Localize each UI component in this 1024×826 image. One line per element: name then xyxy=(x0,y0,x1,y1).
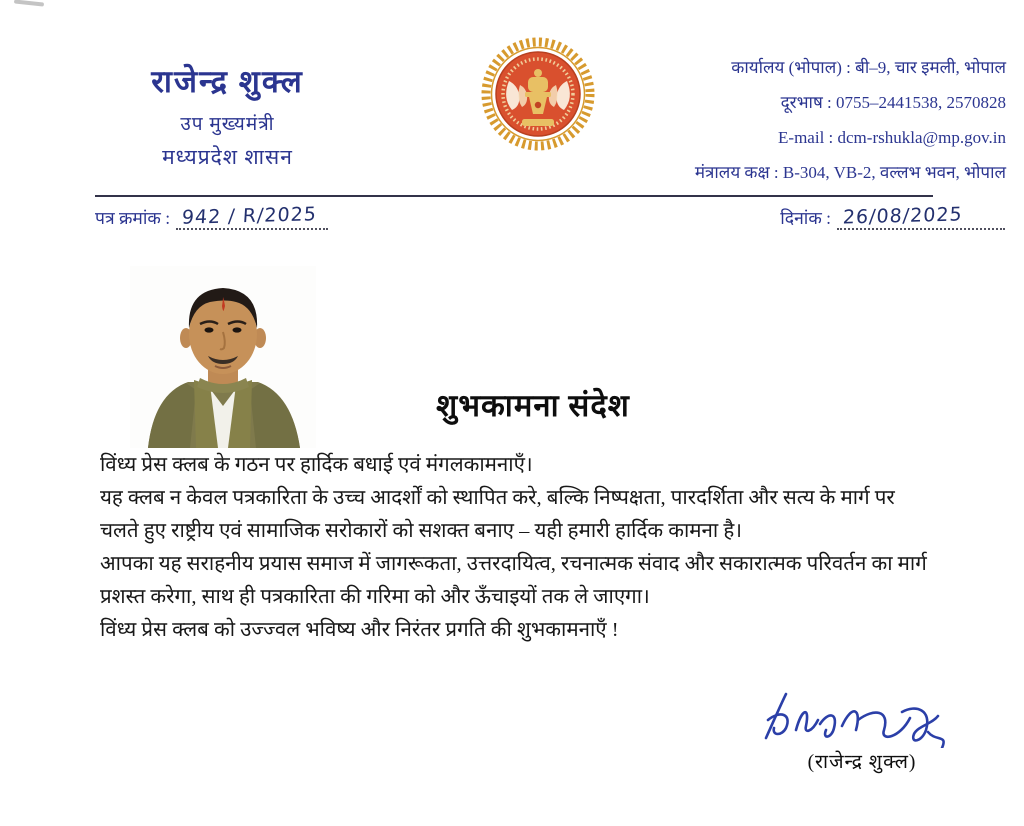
mp-government-emblem-icon xyxy=(478,31,598,155)
letter-body xyxy=(100,449,938,647)
letter-heading: शुभकामना संदेश xyxy=(436,388,630,423)
scan-artifact xyxy=(14,0,44,7)
signature-block xyxy=(742,686,982,774)
body-paragraph: आपका यह सराहनीय प्रयास समाज में जागरूकता, उत्तरदायित्व, रचनात्मक संवाद और सकारात्मक परिवर्तन का मार्ग प्रशस्त करेगा, साथ ही पत्रकारिता की गरिमा को और ऊँचाइयों तक ले जाएगा। xyxy=(100,553,927,608)
signatory-name: (राजेन्द्र शुक्ल) xyxy=(807,752,917,773)
letter-number-handwritten: 942 / R/2025 xyxy=(181,203,318,229)
ministry-room-line: मंत्रालय कक्ष : B-304, VB-2, वल्लभ भवन, भोपाल xyxy=(694,163,1006,182)
phone-line: दूरभाष : 0755–2441538, 2570828 xyxy=(780,93,1006,112)
sender-designation: उप मुख्यमंत्री xyxy=(180,114,275,135)
sender-identity-block xyxy=(90,60,365,171)
body-paragraph: विंध्य प्रेस क्लब के गठन पर हार्दिक बधाई एवं मंगलकामनाएँ। xyxy=(100,454,533,476)
office-contact-block xyxy=(606,50,1006,190)
letter-number-line xyxy=(95,204,328,230)
office-address-line: कार्यालय (भोपाल) : बी–9, चार इमली, भोपाल xyxy=(731,58,1006,77)
body-paragraph: यह क्लब न केवल पत्रकारिता के उच्च आदर्शों को स्थापित करे, बल्कि निष्पक्षता, पारदर्शिता और सत्य के मार्ग पर चलते हुए राष्ट्रीय एवं सामाजिक सरोकारों को सशक्त बनाए – यही हमारी हार्दिक कामना है। xyxy=(100,487,895,542)
signature-ink xyxy=(752,686,972,748)
body-paragraph: विंध्य प्रेस क्लब को उज्ज्वल भविष्य और निरंतर प्रगति की शुभकामनाएँ ! xyxy=(100,619,619,641)
letter-number-label: पत्र क्रमांक : xyxy=(95,208,171,228)
sender-name: राजेन्द्र शुक्ल xyxy=(151,64,304,99)
date-label: दिनांक : xyxy=(780,208,831,228)
date-handwritten: 26/08/2025 xyxy=(842,203,964,229)
date-line xyxy=(780,204,1005,230)
email-line: E-mail : dcm-rshukla@mp.gov.in xyxy=(778,128,1006,147)
header-divider xyxy=(95,195,933,197)
letter-number-dotted-line xyxy=(176,204,328,230)
sender-organization: मध्यप्रदेश शासन xyxy=(162,145,293,169)
date-dotted-line xyxy=(837,204,1005,230)
